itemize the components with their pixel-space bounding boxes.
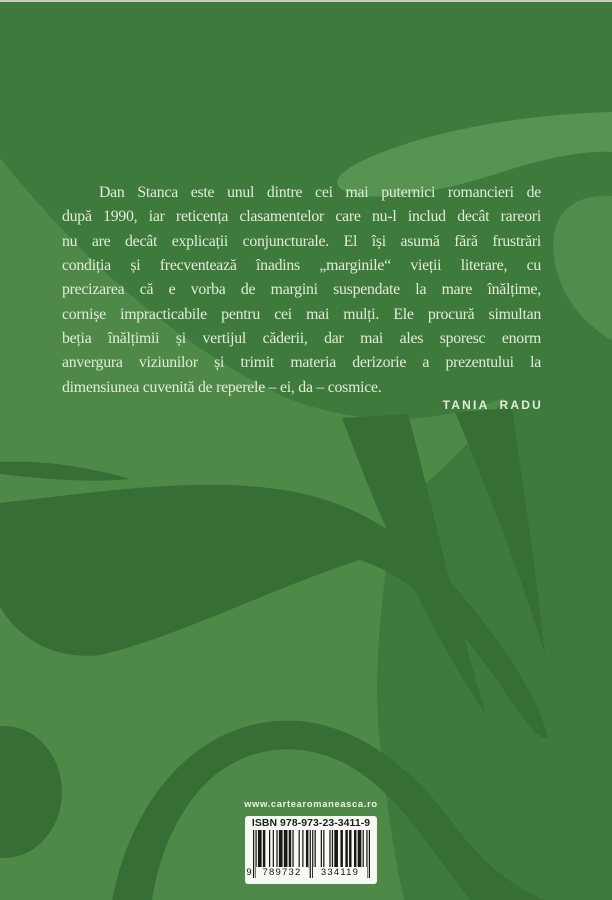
- blurb-line-1: Dan Stanca este unul dintre cei mai puternici romancieri de: [99, 184, 541, 201]
- blurb-line-2: după 1990, iar reticența clasamentelor care nu-l includ decât rareori: [62, 208, 541, 226]
- blurb-line-9: dimensiunea cuvenită de reperele – ei, da – cosmice.: [62, 378, 382, 396]
- barcode-digit-left: 9: [246, 867, 252, 878]
- blurb-line-7: beția înălțimii și vertijul căderii, dar mai ales sporesc enorm: [62, 330, 541, 348]
- scan-edge-top: [0, 0, 612, 2]
- blurb-line-6: cornișe impracticabile pentru cei mai mulți. Ele procură simultan: [62, 305, 541, 323]
- blurb-line-5: precizarea că e vorba de margini suspendate la mare înălțime,: [62, 281, 541, 299]
- blurb-line-8: anvergura viziunilor și trimit materia derizorie a prezentului la: [62, 354, 541, 372]
- blurb-paragraph: [62, 181, 541, 400]
- barcode-digits-group2: 334119: [313, 867, 367, 878]
- blurb-line-3: nu are decât explicații conjuncturale. El își asumă fără frustrări: [62, 232, 541, 250]
- publisher-website: www.cartearomaneasca.ro: [244, 799, 378, 809]
- attribution: TANIA RADU: [442, 398, 543, 412]
- isbn-barcode-box: [245, 816, 377, 884]
- isbn-number: ISBN 978-973-23-3411-9: [251, 818, 371, 829]
- wave-tail-shape: [553, 196, 612, 340]
- blurb-line-4: condiția și frecventează înadins „marginile“ vieții literare, cu: [62, 257, 541, 275]
- barcode-digits-group1: 789732: [256, 867, 308, 878]
